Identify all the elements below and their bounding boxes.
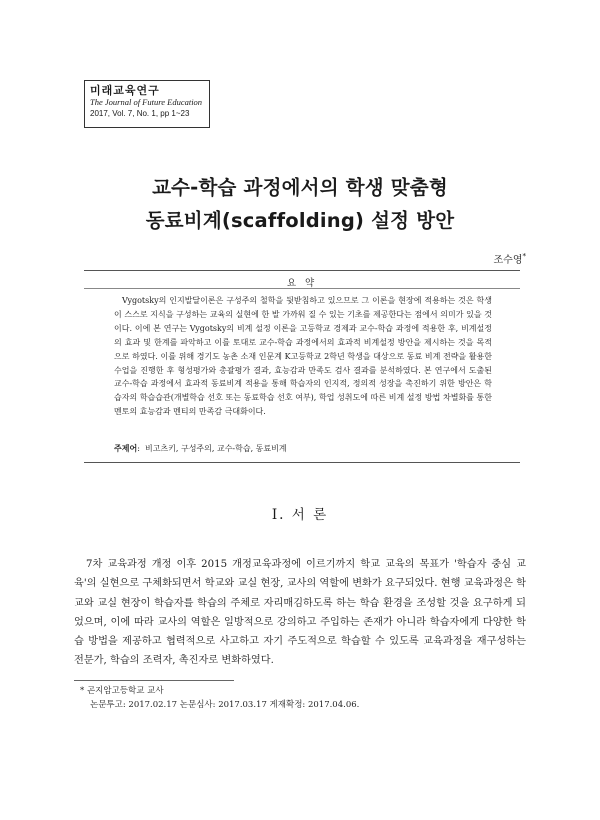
journal-volume: 2017, Vol. 7, No. 1, pp 1~23	[90, 109, 190, 118]
journal-info-box	[84, 80, 210, 128]
keywords-label: 주제어	[114, 444, 138, 453]
body-text	[74, 555, 526, 671]
footnote-dates: 논문투고: 2017.02.17 논문심사: 2017.03.17 게재확정: 2017.04.06.	[90, 700, 360, 710]
keywords-text: 비고츠키, 구성주의, 교수-학습, 동료비계	[144, 444, 287, 453]
footnote	[80, 684, 500, 712]
footnote-affiliation: * 곤지암고등학교 교사	[80, 686, 164, 696]
abstract-text: Vygotsky의 인지발달이론은 구성주의 철학을 뒷받침하고 있으므로 그 이론을 현장에 적용하는 것은 학생이 스스로 지식을 구성하는 교육의 실현에 한 발 가까워 질 수 있는 기초를 제공한다는 점에서 의미가 있을 것이다. 이에 본 연구는 Vygotsky의 비계 설정 이론을 고등학교 경제과 교수-학습 과정에 적용한 후, 비계설정의 효과 및 한계를 파악하고 이를 토대로 교수-학습 과정에서의 효과적 비계설정 방안을 제시하는 것을 목적으로 하였다. 이를 위해 경기도 농촌 소재 인문계 K고등학교 2학년 학생을 대상으로 동료 비계 전략을 활용한 수업을 진행한 후 형성평가와 총괄평가 결과, 효능감과 만족도 검사 결과를 분석하였다. 본 연구에서 도출된 교수-학습 과정에서 효과적 동료비계 적용을 통해 학습자의 인지적, 정의적 성장을 촉진하기 위한 방안은 학습자의 학습습관(개별학습 선호 또는 동료학습 선호 여부), 학업 성취도에 따른 비계 설정 방법 차별화를 통한 멘토의 효능감과 멘티의 만족감 극대화이다.	[114, 296, 492, 417]
paper-title-line1: 교수-학습 과정에서의 학생 맞춤형	[152, 176, 448, 199]
abstract-divider	[84, 288, 520, 289]
abstract-body	[114, 294, 492, 419]
keywords-divider	[84, 462, 520, 463]
abstract-heading: 요 약	[286, 278, 318, 289]
body-paragraph: 7차 교육과정 개정 이후 2015 개정교육과정에 이르기까지 학교 교육의 목표가 '학습자 중심 교육'의 실현으로 구체화되면서 학교와 교실 현장, 교사의 역할에 변화가 요구되었다. 현행 교육과정은 학교와 교실 현장이 학습자를 학습의 주체로 자리매김하도록 하는 학습 환경을 조성할 것을 요구하게 되었으며, 이에 따라 교사의 역할은 일방적으로 강의하고 주입하는 존재가 아니라 학습자에게 다양한 학습 방법을 제공하고 협력적으로 사고하고 자기 주도적으로 학습할 수 있도록 교육과정을 재구성하는 전문가, 학습의 조력자, 촉진자로 변화하였다.	[74, 559, 526, 667]
journal-name-korean: 미래교육연구	[90, 84, 160, 97]
paper-title-line2: 동료비계(scaffolding) 설정 방안	[145, 209, 455, 232]
author-name: 조수영	[493, 255, 523, 266]
footnote-divider	[74, 680, 234, 681]
abstract-header	[84, 270, 520, 287]
author-footnote-mark: *	[522, 252, 526, 261]
section-heading: I. 서 론	[271, 507, 329, 523]
journal-name-english: The Journal of Future Education	[90, 97, 203, 107]
keywords: 주제어: 비고츠키, 구성주의, 교수-학습, 동료비계	[114, 444, 287, 453]
author	[494, 251, 526, 266]
